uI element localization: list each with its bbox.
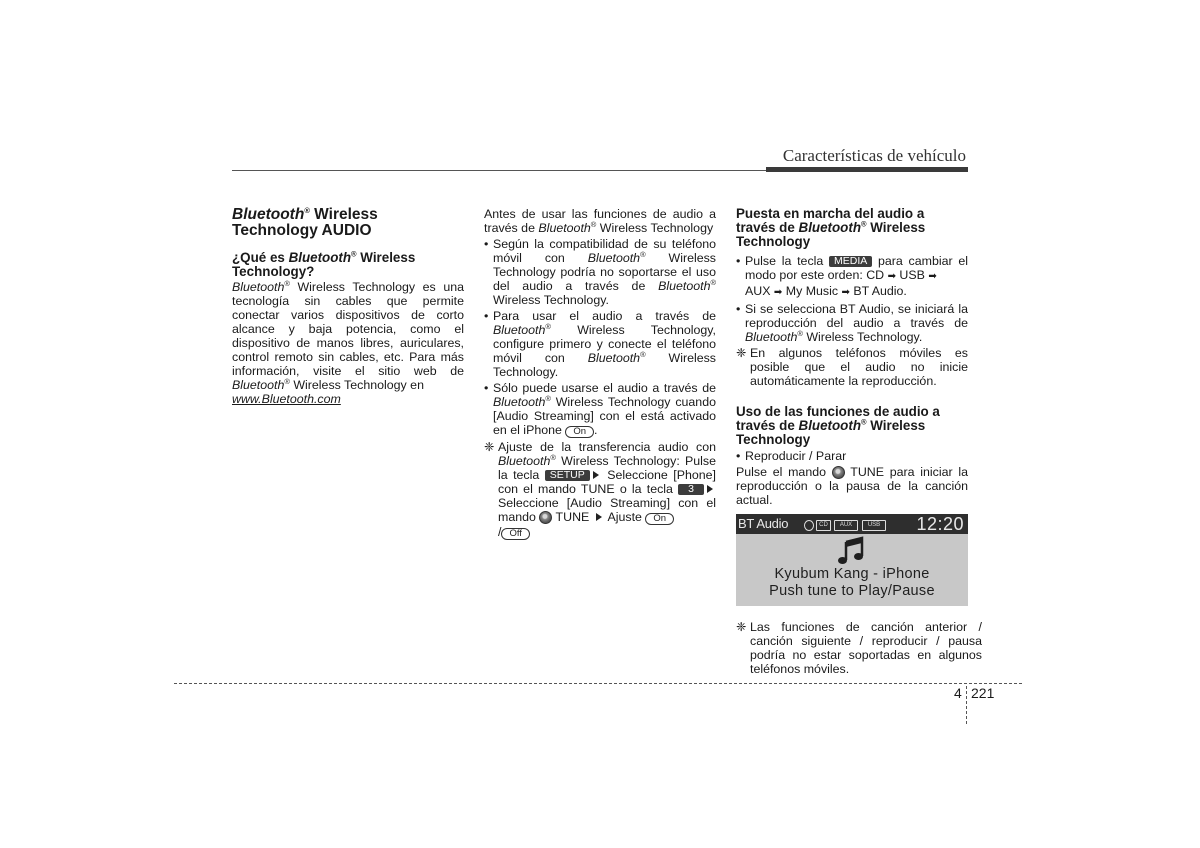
list-item: • Para usar el audio a través de Bluetooth® Wireless Technology, configure primero y conecte el teléfono móvil con Bluetooth® Wireless Technology. bbox=[484, 309, 716, 379]
media-key-icon: MEDIA bbox=[829, 256, 872, 267]
arrow-right-icon bbox=[596, 513, 602, 521]
tune-knob-icon bbox=[539, 511, 552, 524]
display-clock: 12:20 bbox=[916, 514, 964, 534]
subsection-title-start: Puesta en marcha del audio a través de Bluetooth® Wireless Technology bbox=[736, 206, 926, 249]
column-left bbox=[232, 207, 464, 406]
arrow-right-icon: ➡ bbox=[841, 287, 850, 298]
on-pill-icon: On bbox=[565, 426, 594, 438]
setup-key-icon: SETUP bbox=[545, 470, 590, 481]
note-item: ❈ Ajuste de la transferencia audio con Bluetooth® Wireless Technology: Pulse la tecla SETUP Seleccione [Phone] con el mando TUNE o la tecla 3 Seleccione [Audio Streaming] con el mando TUNE Ajuste On / Off bbox=[484, 440, 716, 539]
section-title: Bluetooth® Wireless Technology AUDIO bbox=[232, 205, 378, 239]
arrow-right-icon: ➡ bbox=[773, 287, 783, 298]
header-rule-accent bbox=[766, 167, 968, 172]
column-right bbox=[736, 207, 968, 507]
list-item: • Si se selecciona BT Audio, se iniciará la reproducción del audio a través de Bluetooth® Wireless Technology. bbox=[736, 302, 968, 344]
paragraph-intro: Antes de usar las funciones de audio a través de Bluetooth® Wireless Technology bbox=[484, 207, 716, 235]
off-pill-icon: Off bbox=[501, 528, 530, 540]
list-item: • Según la compatibilidad de su teléfono móvil con Bluetooth® Wireless Technology podría no soportarse el uso del audio a través de Bluetooth® Wireless Technology. bbox=[484, 237, 716, 307]
bluetooth-website-link[interactable]: www.Bluetooth.com bbox=[232, 392, 341, 406]
arrow-right-icon bbox=[707, 485, 713, 493]
paragraph-definition: Bluetooth® Wireless Technology es una tecnología sin cables que permite conectar varios dispositivos de corto alcance y baja potencia, como el dispositivo de manos libres, auriculares, control remoto sin cables, etc. Para más información, visite el sitio web de Bluetooth® Wireless Technology en www.Bluetooth.com bbox=[232, 278, 464, 406]
list-item: • Sólo puede usarse el audio a través de Bluetooth® Wireless Technology cuando [Audio Streaming] con el está activado en el iPhone On . bbox=[484, 381, 716, 437]
cd-icon: CD bbox=[816, 520, 831, 531]
running-header: Características de vehículo bbox=[782, 146, 966, 165]
subsection-title-what-is: ¿Qué es Bluetooth® Wireless Technology? bbox=[232, 249, 416, 279]
display-source-label: BT Audio bbox=[738, 516, 789, 531]
arrow-right-icon bbox=[593, 471, 599, 479]
display-line-instruction: Push tune to Play/Pause bbox=[769, 583, 935, 599]
column-middle bbox=[484, 207, 716, 540]
display-line-phone: Kyubum Kang - iPhone bbox=[774, 566, 930, 582]
on-pill-icon: On bbox=[645, 513, 674, 525]
subsection-title-use: Uso de las funciones de audio a través de Bluetooth® Wireless Technology bbox=[736, 404, 940, 447]
footer-divider bbox=[966, 686, 967, 724]
music-note-icon bbox=[836, 536, 866, 566]
chapter-number: 4 bbox=[954, 685, 962, 701]
paragraph-play-pause: Pulse el mando TUNE para iniciar la reproducción o la pausa de la canción actual. bbox=[736, 465, 968, 507]
tune-knob-icon bbox=[832, 466, 845, 479]
arrow-right-icon: ➡ bbox=[887, 271, 896, 282]
bluetooth-icon bbox=[804, 520, 814, 531]
note-item: ❈ Las funciones de canción anterior / canción siguiente / reproducir / pausa podría no estar soportadas en algunos teléfonos móviles. bbox=[736, 620, 982, 676]
aux-icon: AUX bbox=[834, 520, 858, 531]
page-number: 221 bbox=[971, 685, 995, 701]
footer-rule bbox=[174, 683, 1022, 684]
arrow-right-icon: ➡ bbox=[928, 271, 937, 282]
key-3-icon: 3 bbox=[678, 484, 704, 495]
audio-display-screen bbox=[736, 514, 968, 606]
usb-icon: USB bbox=[862, 520, 886, 531]
note-item: ❈ En algunos teléfonos móviles es posible que el audio no inicie automáticamente la reproducción. bbox=[736, 346, 968, 388]
list-item: • Reproducir / Parar bbox=[736, 449, 847, 463]
list-item: • Pulse la tecla MEDIA para cambiar el modo por este orden: CD ➡ USB ➡ AUX ➡ My Music ➡ BT Audio. bbox=[736, 254, 968, 298]
